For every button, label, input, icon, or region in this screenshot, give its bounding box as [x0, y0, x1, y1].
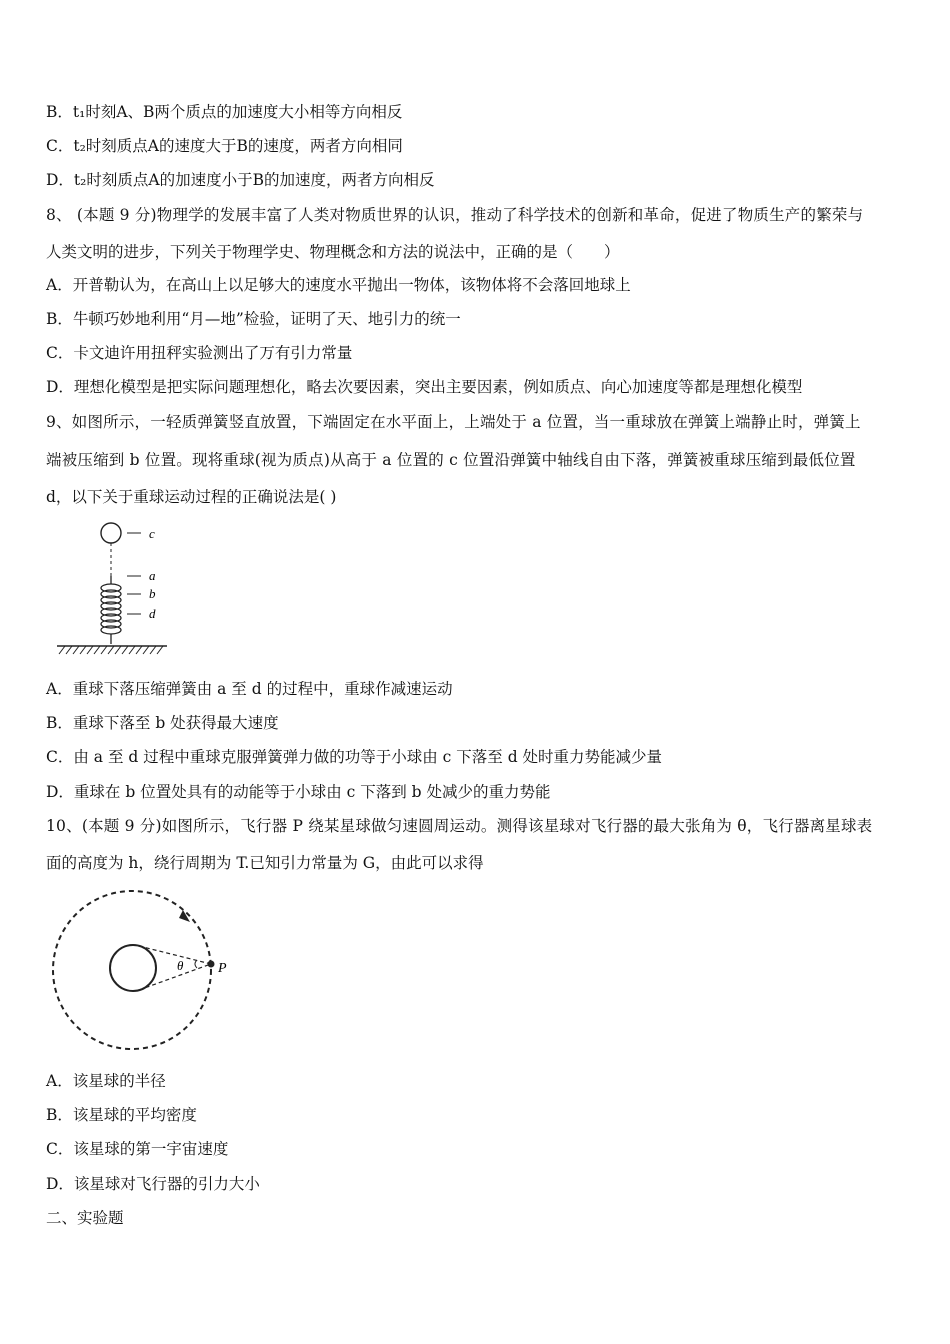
q10-stem-line-2: 面的高度为 h，绕行周期为 T.已知引力常量为 G，由此可以求得: [46, 854, 484, 872]
q9-option-c: C．由 a 至 d 过程中重球克服弹簧弹力做的功等于小球由 c 下落至 d 处时重力势能减少量: [46, 748, 663, 766]
q10-stem-line-1: 10、(本题 9 分)如图所示，飞行器 P 绕某星球做匀速圆周运动。测得该星球对飞行器的最大张角为 θ，飞行器离星球表: [46, 817, 873, 835]
label-theta: θ: [177, 958, 184, 973]
label-a: a: [149, 568, 156, 583]
q10-option-a: A．该星球的半径: [46, 1072, 166, 1090]
q9-option-a: A．重球下落压缩弹簧由 a 至 d 的过程中，重球作减速运动: [46, 680, 453, 698]
spring-figure: [55, 518, 175, 660]
label-b: b: [149, 586, 156, 601]
q9-option-d: D．重球在 b 位置处具有的动能等于小球由 c 下落到 b 处减少的重力势能: [46, 783, 551, 801]
q8-option-d: D．理想化模型是把实际问题理想化，略去次要因素，突出主要因素，例如质点、向心加速度等都是理想化模型: [46, 378, 803, 396]
label-d: d: [149, 606, 156, 621]
q8-stem-line-2: 人类文明的进步，下列关于物理学史、物理概念和方法的说法中，正确的是（ ）: [46, 243, 620, 261]
q9-stem-line-3: d，以下关于重球运动过程的正确说法是( ): [46, 488, 337, 506]
label-c: c: [149, 526, 155, 541]
tangent-line-upper: [139, 946, 211, 964]
orbit-path: [53, 891, 211, 1049]
tangent-line-lower: [139, 964, 211, 990]
ball: [101, 523, 121, 543]
ground-hatch: [59, 646, 163, 654]
spring: [101, 576, 121, 644]
q8-option-b: B．牛顿巧妙地利用“月—地”检验，证明了天、地引力的统一: [46, 310, 461, 328]
q9-stem-line-1: 9、如图所示，一轻质弹簧竖直放置，下端固定在水平面上，上端处于 a 位置，当一重球放在弹簧上端静止时，弹簧上: [46, 413, 861, 431]
orbit-figure: [45, 888, 245, 1058]
q9-option-b: B．重球下落至 b 处获得最大速度: [46, 714, 279, 732]
q9-stem-line-2: 端被压缩到 b 位置。现将重球(视为质点)从高于 a 位置的 c 位置沿弹簧中轴线自由下落，弹簧被重球压缩到最低位置: [46, 451, 856, 469]
q8-stem-line-1: 8、 (本题 9 分)物理学的发展丰富了人类对物质世界的认识，推动了科学技术的创新和革命，促进了物质生产的繁荣与: [46, 206, 864, 224]
q7-option-b: B．t₁时刻A、B两个质点的加速度大小相等方向相反: [46, 103, 403, 121]
section-heading: 二、实验题: [46, 1209, 124, 1227]
q7-option-d: D．t₂时刻质点A的加速度小于B的加速度，两者方向相反: [46, 171, 435, 189]
q10-option-b: B．该星球的平均密度: [46, 1106, 197, 1124]
q7-option-c: C．t₂时刻质点A的速度大于B的速度，两者方向相同: [46, 137, 403, 155]
angle-arc: [195, 960, 197, 968]
planet: [110, 945, 156, 991]
label-p: P: [218, 961, 227, 976]
spacecraft-p: [208, 961, 215, 968]
q8-option-a: A．开普勒认为，在高山上以足够大的速度水平抛出一物体，该物体将不会落回地球上: [46, 276, 631, 294]
q10-option-c: C．该星球的第一宇宙速度: [46, 1140, 229, 1158]
q10-option-d: D．该星球对飞行器的引力大小: [46, 1175, 260, 1193]
q8-option-c: C．卡文迪许用扭秤实验测出了万有引力常量: [46, 344, 353, 362]
